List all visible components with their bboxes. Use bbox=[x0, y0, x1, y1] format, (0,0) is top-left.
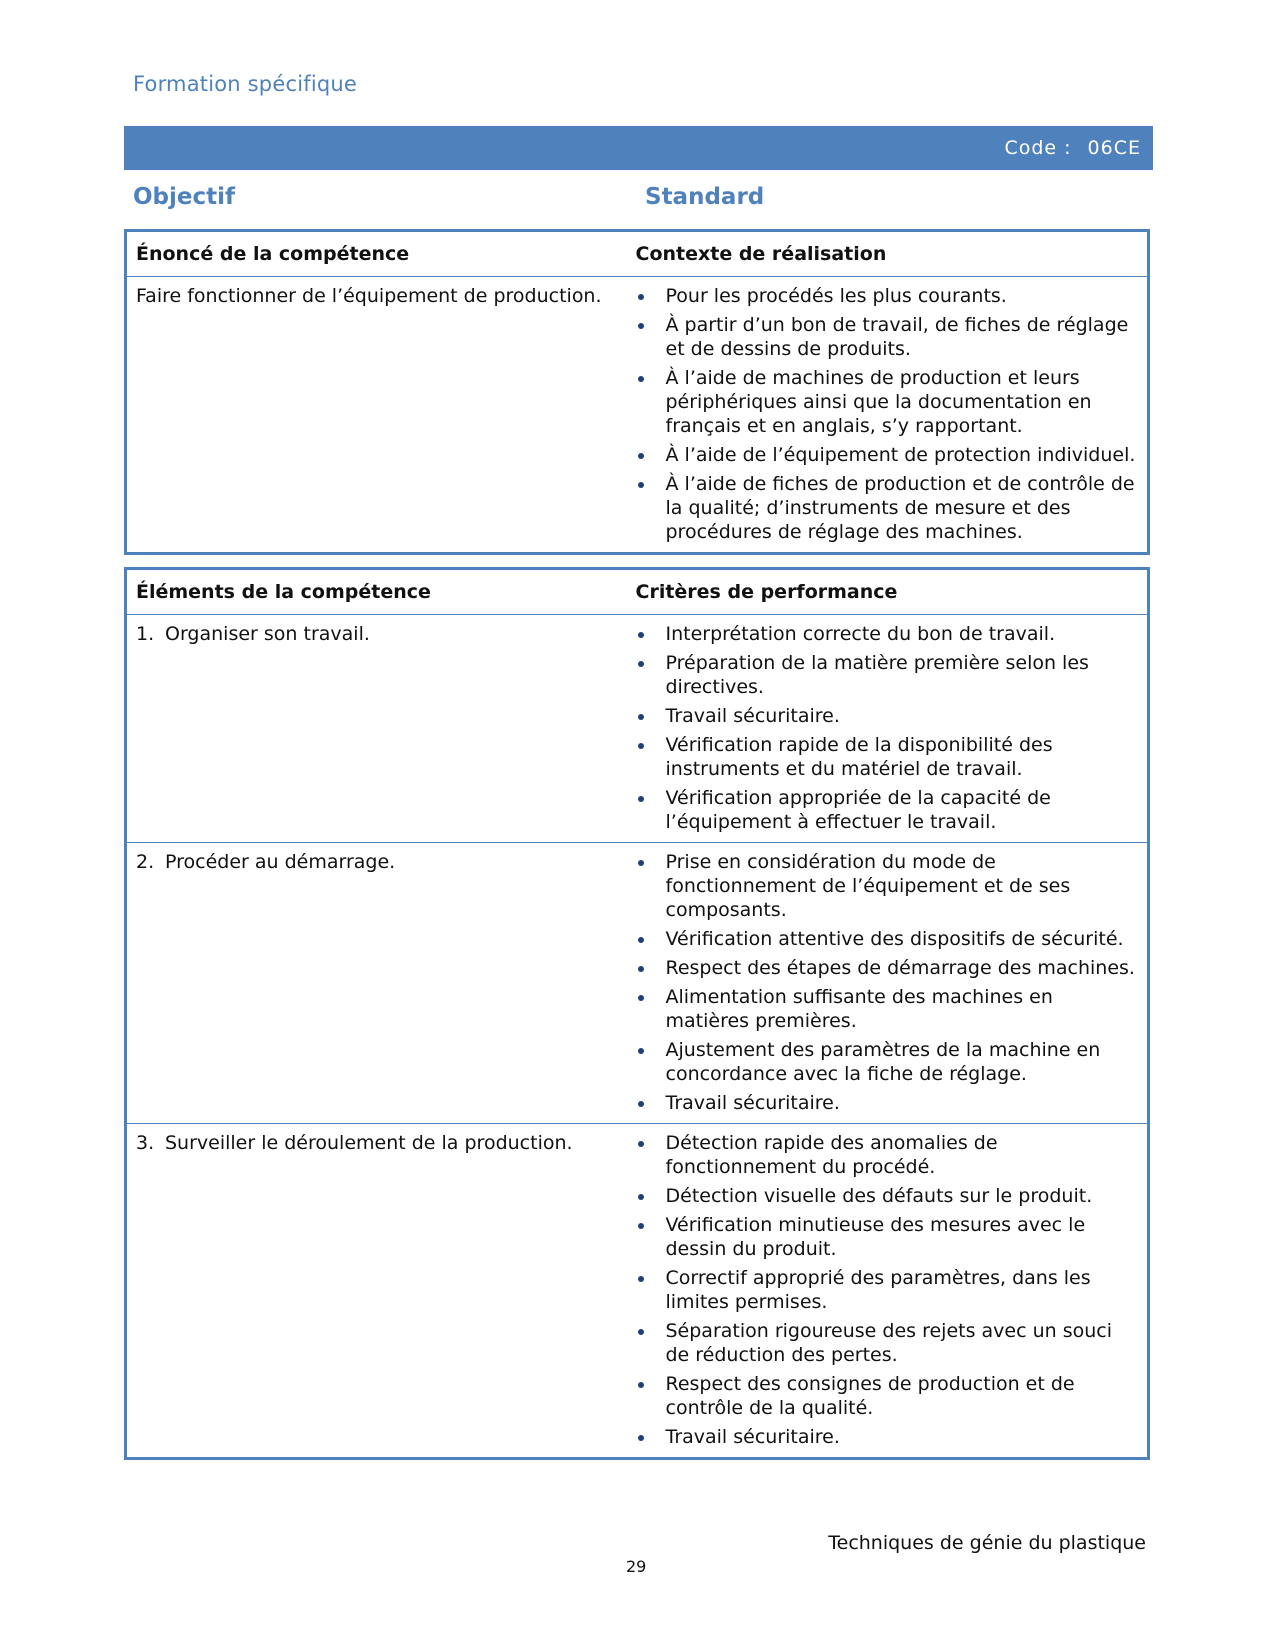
element-text: Procéder au démarrage. bbox=[165, 851, 396, 873]
element-number: 2. bbox=[136, 851, 155, 873]
list-item: Vérification appropriée de la capacité de l’équipement à effectuer le travail. bbox=[636, 786, 1148, 834]
element-number: 1. bbox=[136, 623, 155, 645]
list-item: Préparation de la matière première selon les directives. bbox=[636, 651, 1148, 699]
list-item: Correctif approprié des paramètres, dans les limites permises. bbox=[636, 1266, 1148, 1314]
table-row bbox=[126, 1124, 1149, 1459]
list-item: Interprétation correcte du bon de travail. bbox=[636, 622, 1148, 646]
table-row bbox=[126, 843, 1149, 1124]
list-item: Séparation rigoureuse des rejets avec un souci de réduction des pertes. bbox=[636, 1319, 1148, 1367]
elements-header: Éléments de la compétence bbox=[126, 569, 636, 615]
list-item: Alimentation suffisante des machines en matières premières. bbox=[636, 985, 1148, 1033]
footer-program-title: Techniques de génie du plastique bbox=[828, 1532, 1146, 1554]
list-item: Travail sécuritaire. bbox=[636, 1425, 1148, 1449]
objectif-heading: Objectif bbox=[133, 184, 236, 210]
criteria-list bbox=[636, 1131, 1148, 1449]
list-item: À l’aide de machines de production et leurs périphériques ainsi que la documentation en français et en anglais, s’y rapportant. bbox=[636, 366, 1148, 438]
criteria-list bbox=[636, 850, 1148, 1115]
elements-table-header bbox=[126, 569, 1149, 615]
list-item: À l’aide de l’équipement de protection individuel. bbox=[636, 443, 1148, 467]
enonce-text: Faire fonctionner de l’équipement de production. bbox=[136, 285, 602, 307]
table-row bbox=[126, 615, 1149, 843]
page-number: 29 bbox=[626, 1557, 647, 1576]
enonce-table bbox=[124, 229, 1150, 555]
code-bar bbox=[124, 126, 1153, 170]
list-item: Respect des étapes de démarrage des machines. bbox=[636, 956, 1148, 980]
list-item: Travail sécuritaire. bbox=[636, 704, 1148, 728]
list-item: Respect des consignes de production et de contrôle de la qualité. bbox=[636, 1372, 1148, 1420]
contexte-list bbox=[636, 284, 1148, 544]
list-item: Prise en considération du mode de fonctionnement de l’équipement et de ses composants. bbox=[636, 850, 1148, 922]
element-cell bbox=[126, 1124, 636, 1459]
enonce-header: Énoncé de la compétence bbox=[126, 231, 636, 277]
list-item: Détection rapide des anomalies de fonctionnement du procédé. bbox=[636, 1131, 1148, 1179]
list-item: Ajustement des paramètres de la machine en concordance avec la fiche de réglage. bbox=[636, 1038, 1148, 1086]
list-item: Pour les procédés les plus courants. bbox=[636, 284, 1148, 308]
criteres-header: Critères de performance bbox=[636, 569, 1149, 615]
element-cell bbox=[126, 615, 636, 843]
list-item: Détection visuelle des défauts sur le produit. bbox=[636, 1184, 1148, 1208]
list-item: À l’aide de fiches de production et de contrôle de la qualité; d’instruments de mesure et des procédures de réglage des machines. bbox=[636, 472, 1148, 544]
contexte-header: Contexte de réalisation bbox=[636, 231, 1149, 277]
elements-table bbox=[124, 567, 1150, 1460]
list-item: À partir d’un bon de travail, de fiches de réglage et de dessins de produits. bbox=[636, 313, 1148, 361]
element-text: Surveiller le déroulement de la production. bbox=[165, 1132, 573, 1154]
code-value: 06CE bbox=[1087, 137, 1141, 159]
list-item: Travail sécuritaire. bbox=[636, 1091, 1148, 1115]
criteria-list bbox=[636, 622, 1148, 834]
enonce-table-header bbox=[126, 231, 1149, 277]
list-item: Vérification minutieuse des mesures avec le dessin du produit. bbox=[636, 1213, 1148, 1261]
element-number: 3. bbox=[136, 1132, 155, 1154]
list-item: Vérification attentive des dispositifs de sécurité. bbox=[636, 927, 1148, 951]
table-row bbox=[126, 277, 1149, 554]
section-title: Formation spécifique bbox=[133, 72, 358, 96]
element-text: Organiser son travail. bbox=[165, 623, 370, 645]
element-cell bbox=[126, 843, 636, 1124]
list-item: Vérification rapide de la disponibilité des instruments et du matériel de travail. bbox=[636, 733, 1148, 781]
code-label: Code : bbox=[1004, 137, 1072, 159]
standard-heading: Standard bbox=[645, 184, 765, 210]
